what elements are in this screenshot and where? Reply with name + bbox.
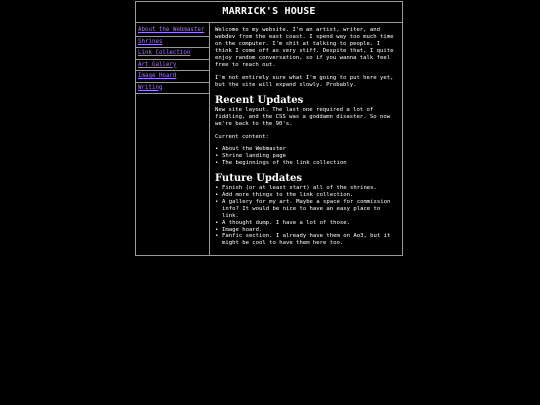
list-item: • Add more things to the link collection. — [215, 192, 396, 199]
list-item: • The beginnings of the link collection — [215, 160, 396, 167]
list-item: • A thought dump. I have a lot of those. — [215, 220, 396, 227]
sidebar-item-art-gallery[interactable]: Art Gallery — [136, 60, 209, 72]
main-content — [210, 23, 402, 256]
current-content-list — [215, 146, 396, 167]
site-title: MARRICK'S HOUSE — [136, 2, 402, 23]
list-item: • A gallery for my art. Maybe a space for commission info? It would be nice to have an easy place to link. — [215, 199, 396, 220]
recent-updates-text: New site layout. The last one required a lot of fiddling, and the CSS was a goddamn disaster. So now we're back to the 90's. — [215, 107, 391, 128]
list-item: • Shrine landing page — [215, 153, 396, 160]
future-updates-heading: Future Updates — [215, 173, 302, 185]
recent-updates-heading: Recent Updates — [215, 95, 304, 107]
current-content-label: Current content: — [215, 134, 269, 141]
content-row — [136, 23, 402, 256]
intro-paragraph-2: I'm not entirely sure what I'm going to put here yet, but the site will expand slowly. Probably. — [215, 74, 394, 88]
sidebar-item-image-hoard[interactable]: Image Hoard — [136, 71, 209, 83]
list-item: • Finish (or at least start) all of the shrines. — [215, 185, 396, 192]
site-frame — [135, 1, 403, 256]
sidebar-item-link-collection[interactable]: Link Collection — [136, 48, 209, 60]
list-item: • Fanfic section. I already have them on Ao3, but it might be cool to have them here too. — [215, 233, 396, 247]
future-updates-list — [215, 185, 396, 247]
sidebar-nav — [136, 23, 210, 256]
sidebar-item-shrines[interactable]: Shrines — [136, 37, 209, 49]
sidebar-item-about[interactable]: About the Webmaster — [136, 25, 209, 37]
sidebar-item-writing[interactable]: Writing — [136, 83, 209, 95]
list-item: • Image hoard. — [215, 227, 396, 234]
list-item: • About the Webmaster — [215, 146, 396, 153]
intro-paragraph: Welcome to my website. I'm an artist, writer, and webdev from the east coast. I spend way too much time on the computer. I'm shit at talking to people. I think I come off as very stiff. Despite that, I quite enjoy random conversation, so if you wanna talk feel free to reach out. — [215, 27, 394, 68]
